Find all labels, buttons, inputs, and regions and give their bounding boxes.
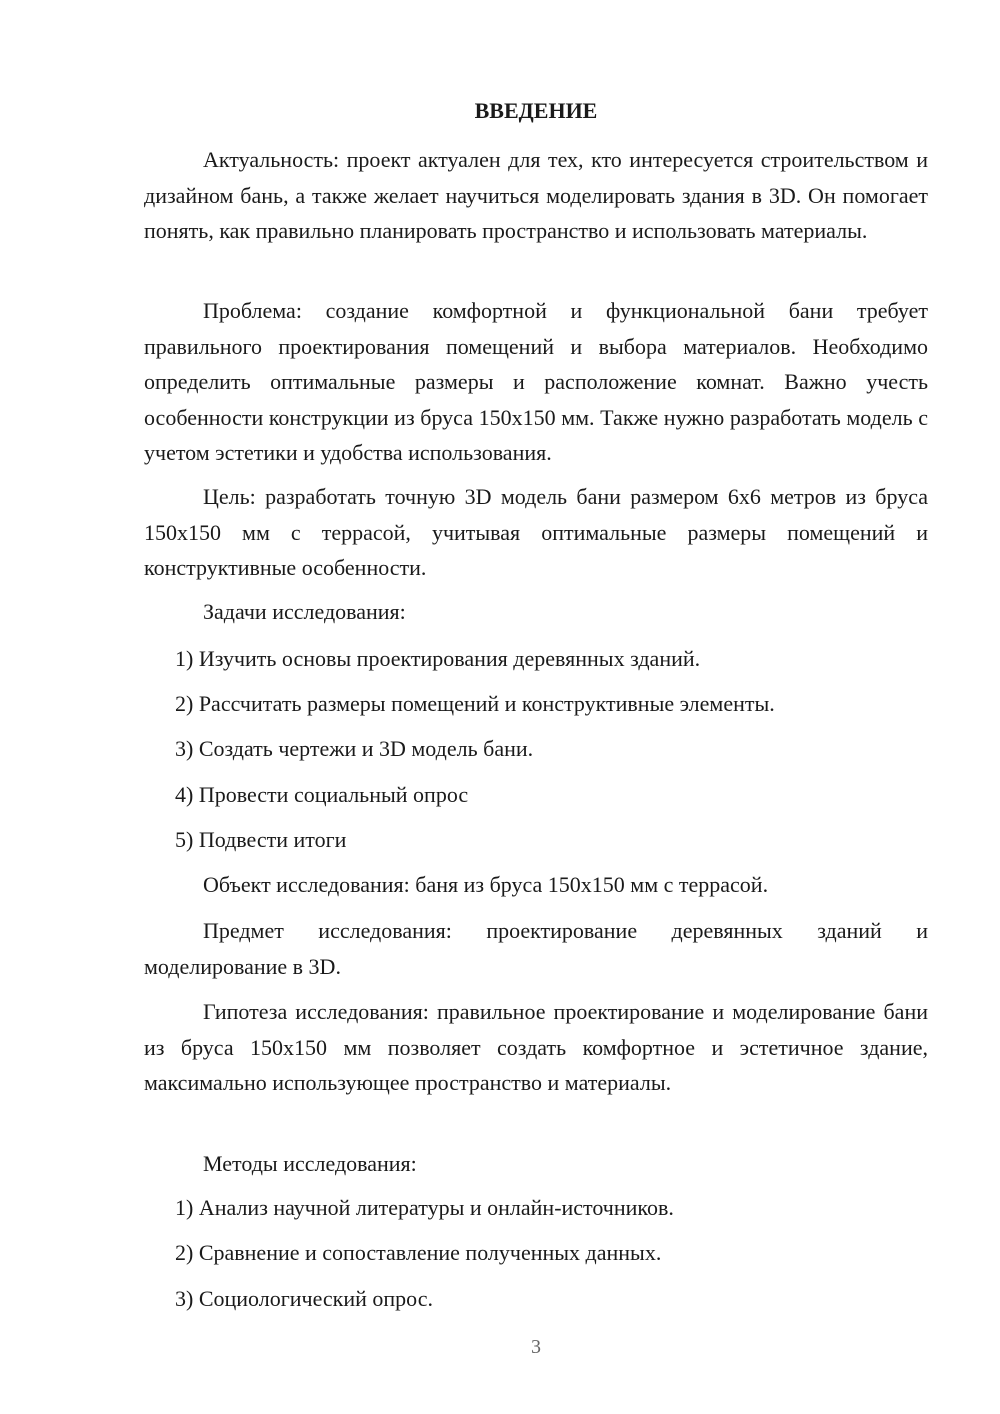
paragraph-problem: Проблема: создание комфортной и функциональной бани требует правильного проектирования помещений и выбора материалов. Необходимо определить оптимальные размеры и расположение комнат. Важно учесть особенности конструкции из бруса 150х150 мм. Также нужно разработать модель с учетом эстетики и удобства использования. — [144, 298, 928, 465]
methods-title: Методы исследования: — [203, 1151, 417, 1176]
page-title: ВВЕДЕНИЕ — [474, 98, 598, 123]
method-item: 3) Социологический опрос. — [175, 1286, 433, 1311]
page-number: 3 — [531, 1336, 541, 1358]
method-item: 1) Анализ научной литературы и онлайн-источников. — [175, 1195, 674, 1220]
paragraph-subject: Предмет исследования: проектирование деревянных зданий и моделирование в 3D. — [144, 918, 928, 979]
method-item: 2) Сравнение и сопоставление полученных данных. — [175, 1240, 662, 1265]
paragraph-relevance: Актуальность: проект актуален для тех, кто интересуется строительством и дизайном бань, а также желает научиться моделировать здания в 3D. Он помогает понять, как правильно планировать пространство и использовать материалы. — [144, 147, 928, 243]
task-item: 3) Создать чертежи и 3D модель бани. — [175, 736, 534, 761]
paragraph-object: Объект исследования: баня из бруса 150х150 мм с террасой. — [203, 872, 769, 897]
task-item: 5) Подвести итоги — [175, 827, 347, 852]
task-item: 4) Провести социальный опрос — [175, 782, 469, 807]
tasks-title: Задачи исследования: — [203, 599, 406, 624]
paragraph-hypothesis: Гипотеза исследования: правильное проектирование и моделирование бани из бруса 150х150 мм позволяет создать комфортное и эстетичное здание, максимально использующее пространство и материалы. — [144, 999, 928, 1095]
task-item: 2) Рассчитать размеры помещений и конструктивные элементы. — [175, 691, 775, 716]
paragraph-goal: Цель: разработать точную 3D модель бани размером 6х6 метров из бруса 150х150 мм с террасой, учитывая оптимальные размеры помещений и конструктивные особенности. — [144, 484, 928, 580]
task-item: 1) Изучить основы проектирования деревянных зданий. — [175, 646, 701, 671]
